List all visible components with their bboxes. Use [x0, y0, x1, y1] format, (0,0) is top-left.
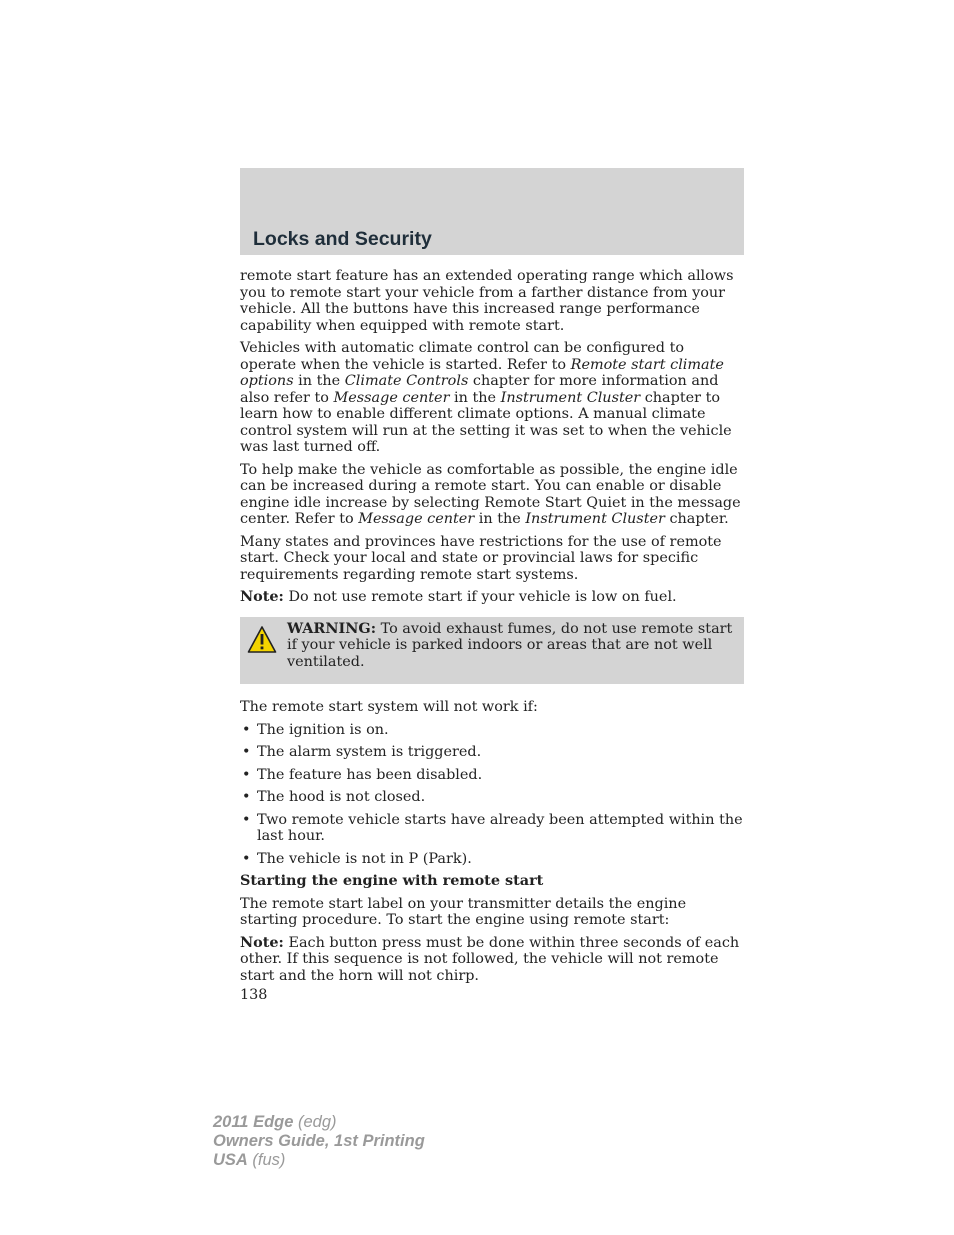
footer-line-market: USA (fus) — [213, 1151, 286, 1169]
list-item: • The alarm system is triggered. — [240, 744, 744, 761]
note-label: Note: — [240, 933, 284, 951]
footer-line-printing: Owners Guide, 1st Printing — [213, 1132, 425, 1150]
conditions-list — [240, 722, 744, 868]
cross-reference: Remote start climate options — [240, 356, 724, 389]
list-item: • The ignition is on. — [240, 722, 744, 739]
paragraph-climate-control: Vehicles with automatic climate control can be configured to operate when the vehicle is started. Refer to Remote start climate options in the Climate Controls chapter for more information and also refer to Message center in the Instrument Cluster chapter to learn how to enable different climate options. A manual climate control system will run at the setting it was set to when the vehicle was last turned off. — [240, 340, 732, 455]
warning-triangle-icon — [247, 625, 277, 655]
section-title: Locks and Security — [253, 228, 432, 250]
cross-reference: Instrument Cluster — [500, 389, 641, 406]
paragraph-engine-idle: To help make the vehicle as comfortable as possible, the engine idle can be increased during a remote start. You can enable or disable engine idle increase by selecting Remote Start Quiet in the message center. Refer to Message center in the Instrument Cluster chapter. — [240, 461, 741, 527]
page-number: 138 — [240, 987, 268, 1003]
page-content — [240, 268, 744, 1004]
footer-line-model: 2011 Edge (edg) — [213, 1113, 337, 1131]
list-item: • The vehicle is not in P (Park). — [240, 851, 744, 868]
cross-reference: Instrument Cluster — [525, 511, 665, 527]
list-item: • The feature has been disabled. — [240, 767, 744, 784]
subheading-starting-engine: Starting the engine with remote start — [240, 872, 544, 889]
warning-label: WARNING: — [287, 619, 377, 637]
list-item: • The hood is not closed. — [240, 789, 744, 806]
paragraph-transmitter-label: The remote start label on your transmitter details the engine starting procedure. To start the engine using remote start: — [240, 895, 687, 928]
document-footer — [213, 1113, 425, 1170]
warning-box — [240, 617, 744, 685]
cross-reference: Climate Controls — [344, 373, 469, 389]
list-intro: The remote start system will not work if: — [240, 699, 538, 715]
note-button-timing: Note: Each button press must be done within three seconds of each other. If this sequence is not followed, the vehicle will not remote start and the horn will not chirp. — [240, 933, 740, 984]
paragraph-restrictions: Many states and provinces have restrictions for the use of remote start. Check your local and state or provincial laws for specific requirements regarding remote start systems. — [240, 533, 722, 583]
note-low-fuel: Note: Do not use remote start if your vehicle is low on fuel. — [240, 588, 677, 605]
cross-reference: Message center — [358, 511, 475, 527]
warning-text: WARNING: To avoid exhaust fumes, do not use remote start if your vehicle is parked indoors or areas that are not well ventilated. — [287, 619, 733, 670]
section-header-band — [240, 168, 744, 255]
note-label: Note: — [240, 588, 284, 605]
paragraph-remote-range: remote start feature has an extended operating range which allows you to remote start your vehicle from a farther distance from your vehicle. All the buttons have this increased range performance capability when equipped with remote start. — [240, 268, 734, 334]
cross-reference: Message center — [333, 389, 450, 406]
list-item: • Two remote vehicle starts have already been attempted within the last hour. — [240, 812, 744, 845]
